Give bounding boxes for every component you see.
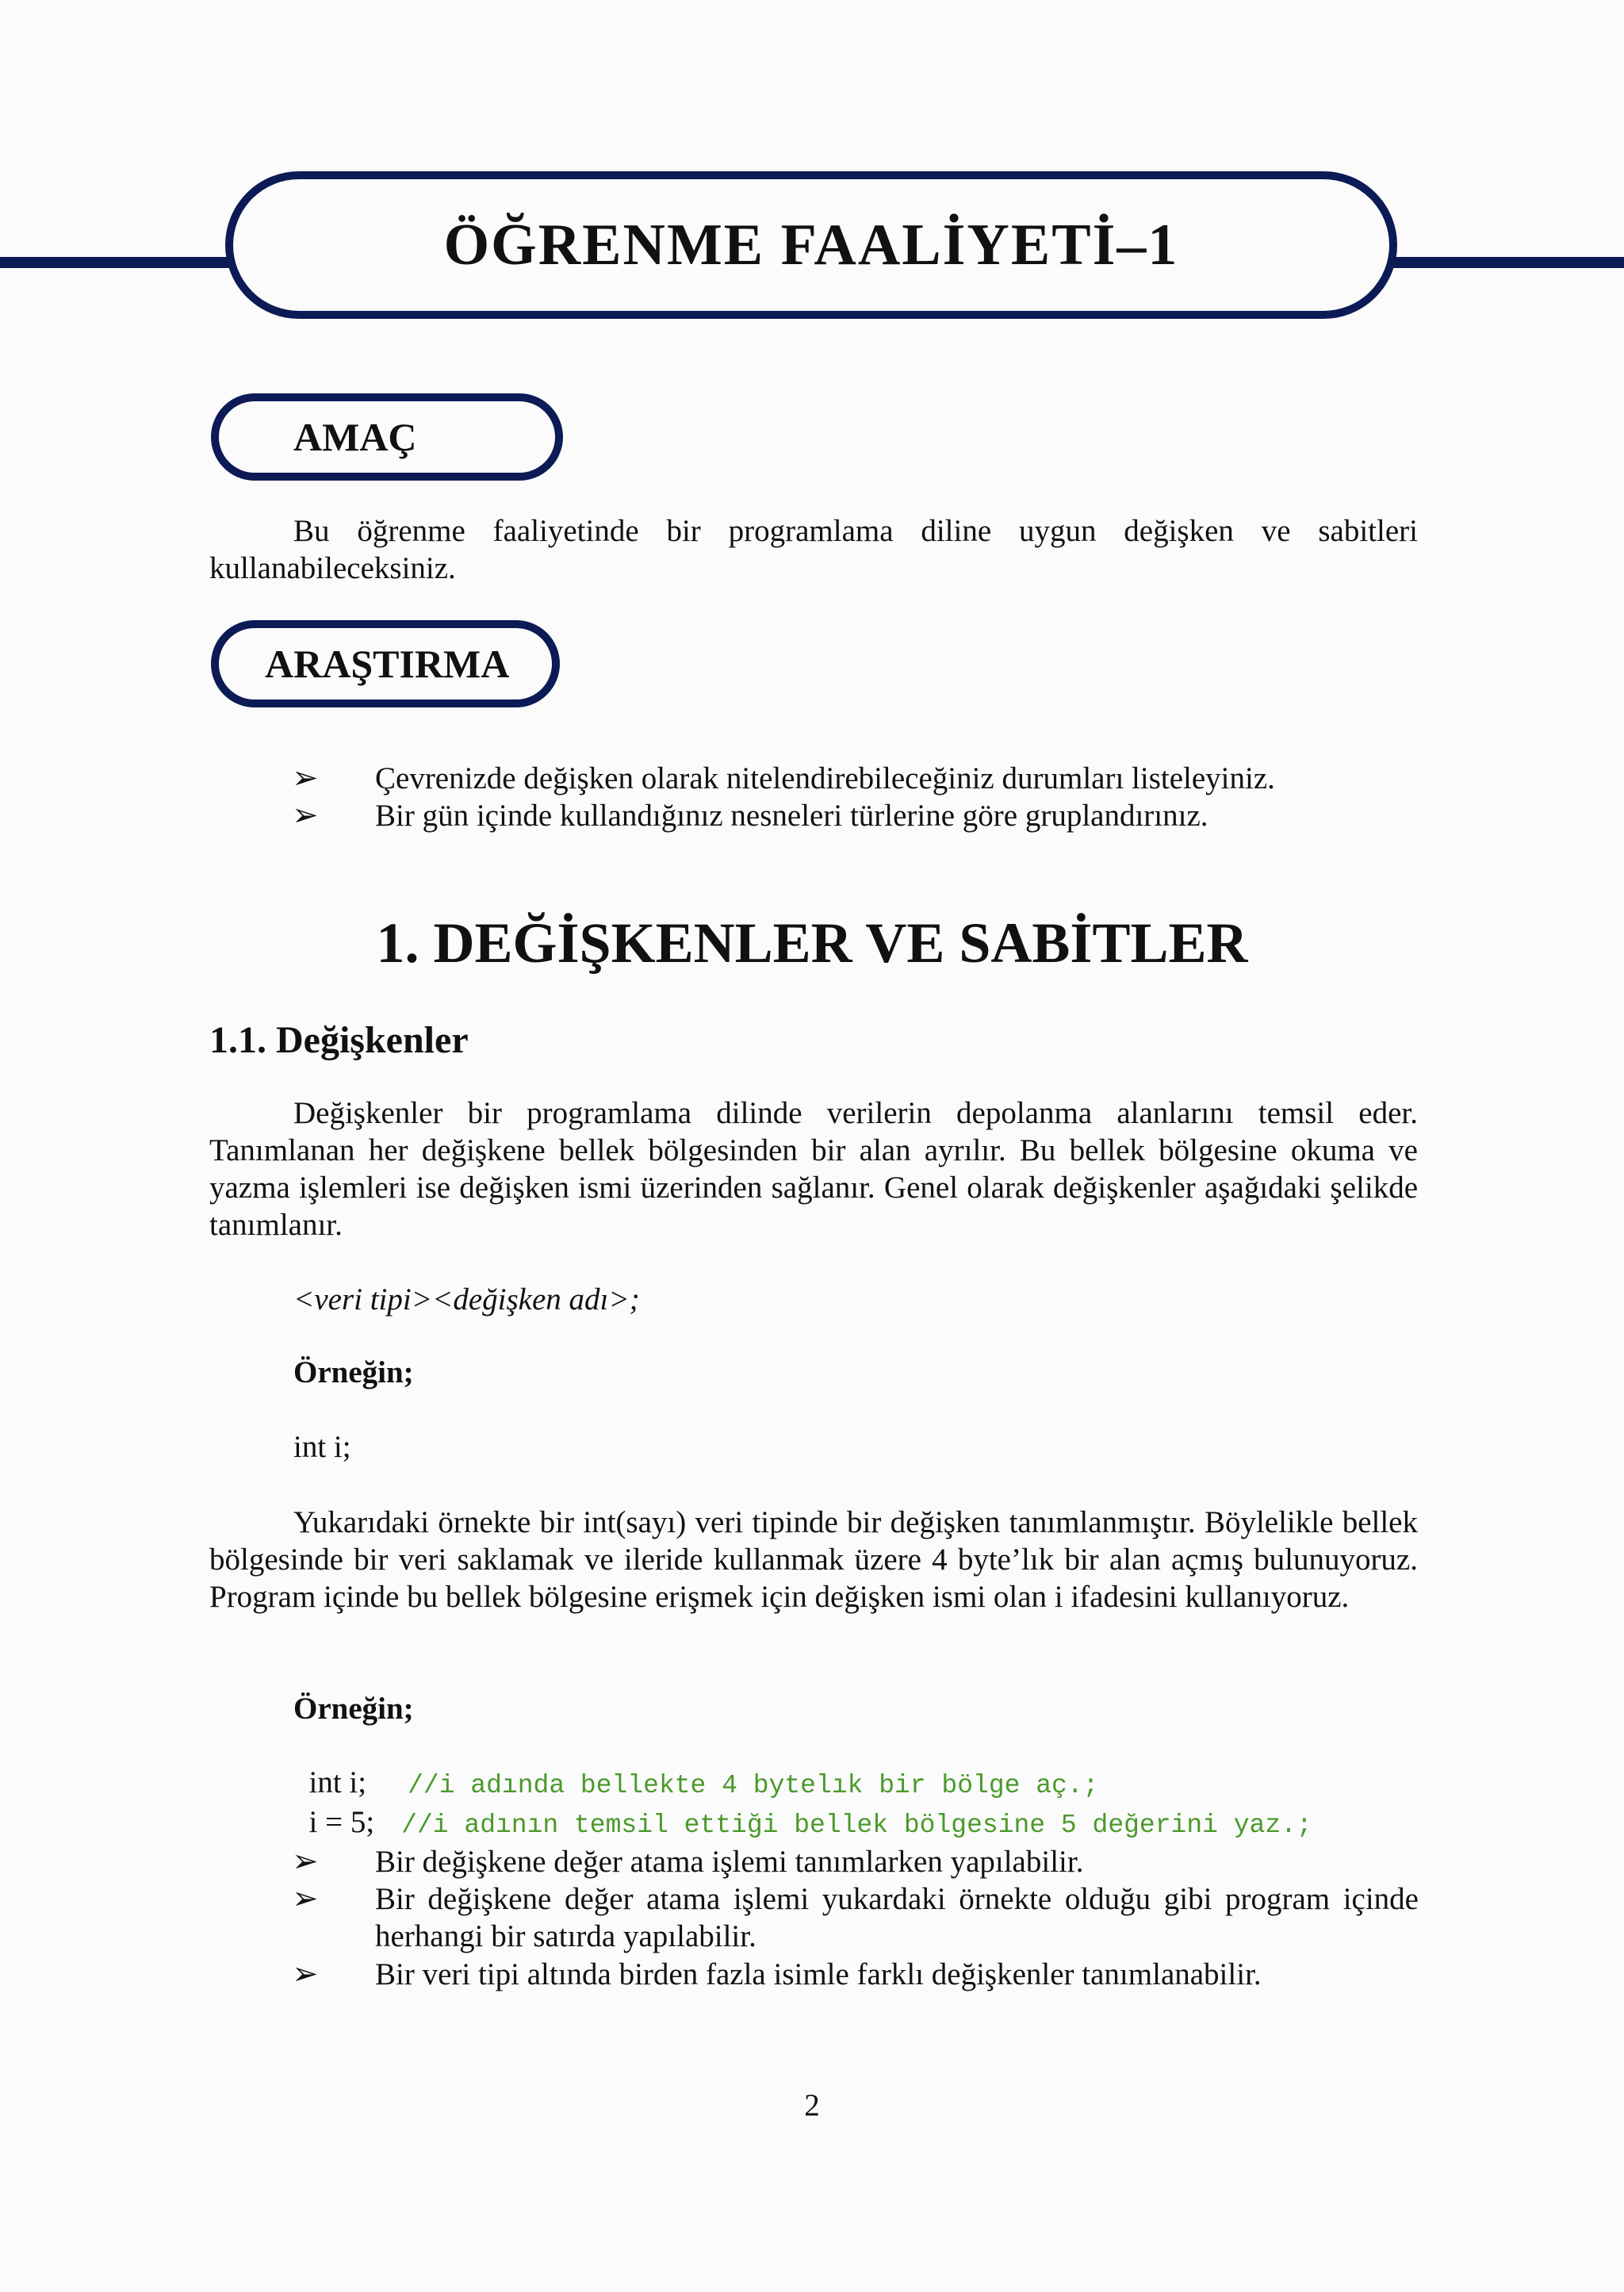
title-rule-right — [1388, 257, 1624, 268]
paragraph-1-text: Değişkenler bir programlama dilinde verilerin depolanma alanlarını temsil eder. Tanımlanan her değişkene bellek bölgesinden bir alan ayrılır. Bu bellek bölgesine okuma ve yazma işlemleri ise değişken ismi üzerinden sağlanır. Genel olarak değişkenler aşağıdaki şelikde tanımlanır. — [209, 1096, 1418, 1242]
subsection-title: 1.1. Değişkenler — [209, 1019, 469, 1061]
bullet-icon: ➢ — [292, 797, 319, 833]
amac-heading — [211, 393, 563, 481]
amac-paragraph — [209, 512, 1418, 587]
paragraph-1 — [209, 1094, 1418, 1244]
example-code: int i; — [293, 1430, 351, 1464]
list-item: Bir değişkene değer atama işlemi yukardaki örnekte olduğu gibi program içinde herhangi bir satırda yapılabilir. — [375, 1882, 1419, 1953]
amac-label: AMAÇ — [293, 415, 417, 459]
section-title: 1. DEĞİŞKENLER VE SABİTLER — [376, 911, 1248, 975]
arastirma-heading — [211, 620, 560, 707]
arastirma-label: ARAŞTIRMA — [265, 642, 510, 686]
list-item: Bir değişkene değer atama işlemi tanımlarken yapılabilir. — [375, 1845, 1084, 1879]
paragraph-2 — [209, 1504, 1418, 1616]
title-frame — [225, 171, 1397, 319]
example-label: Örneğin; — [293, 1692, 414, 1726]
arastirma-item: Çevrenizde değişken olarak nitelendirebileceğiniz durumları listeleyiniz. — [375, 761, 1275, 795]
list-item: Bir veri tipi altında birden fazla isimle farklı değişkenler tanımlanabilir. — [375, 1957, 1262, 1991]
page-title: ÖĞRENME FAALİYETİ–1 — [443, 212, 1179, 278]
bullet-icon: ➢ — [292, 760, 319, 795]
code-line — [293, 1769, 1312, 1840]
code-comment: //i adının temsil ettiği bellek bölgesine 5 değerini yaz.; — [401, 1811, 1312, 1840]
bullet-icon: ➢ — [292, 1843, 319, 1879]
syntax-line: <veri tipi><değişken adı>; — [293, 1282, 640, 1317]
page-number: 2 — [804, 2088, 820, 2122]
title-rule-left — [0, 257, 238, 268]
code-comment: //i adında bellekte 4 bytelık bir bölge aç.; — [408, 1771, 1099, 1800]
bullet-icon: ➢ — [292, 1880, 319, 1916]
arastirma-item: Bir gün içinde kullandığınız nesneleri türlerine göre gruplandırınız. — [375, 799, 1208, 833]
example-label: Örneğin; — [293, 1355, 414, 1389]
code-statement: i = 5; — [308, 1805, 375, 1839]
amac-text: Bu öğrenme faaliyetinde bir programlama diline uygun değişken ve sabitleri kullanabileceksiniz. — [209, 514, 1418, 585]
code-statement: int i; — [308, 1765, 367, 1799]
bullet-icon: ➢ — [292, 1956, 319, 1991]
paragraph-2-text: Yukarıdaki örnekte bir int(sayı) veri tipinde bir değişken tanımlanmıştır. Böylelikle bellek bölgesinde bir veri saklamak ve ileride kullanmak üzere 4 byte’lık bir alan açmış bulunuyoruz. Program içinde bu bellek bölgesine erişmek için değişken ismi olan i ifadesini kullanıyoruz. — [209, 1505, 1418, 1614]
